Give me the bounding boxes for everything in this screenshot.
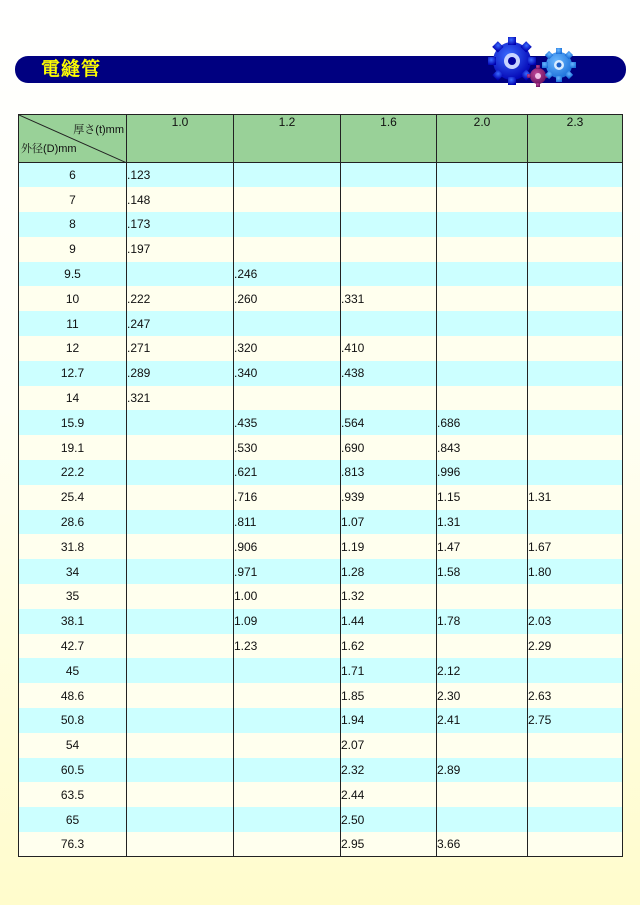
- weight-cell: [437, 634, 528, 659]
- weight-cell: .811: [234, 510, 341, 535]
- weight-cell: .621: [234, 460, 341, 485]
- weight-cell: .906: [234, 534, 341, 559]
- weight-cell: [528, 807, 623, 832]
- outer-diameter-cell: 54: [19, 733, 127, 758]
- weight-cell: 2.03: [528, 609, 623, 634]
- weight-cell: [234, 212, 341, 237]
- weight-cell: [127, 609, 234, 634]
- weight-cell: 2.12: [437, 658, 528, 683]
- weight-cell: .123: [127, 163, 234, 188]
- weight-cell: [127, 782, 234, 807]
- weight-cell: .971: [234, 559, 341, 584]
- outer-diameter-cell: 50.8: [19, 708, 127, 733]
- weight-cell: [127, 832, 234, 857]
- table-row: [19, 584, 623, 609]
- weight-cell: 2.89: [437, 758, 528, 783]
- weight-cell: .340: [234, 361, 341, 386]
- weight-cell: .690: [341, 435, 437, 460]
- weight-cell: [127, 634, 234, 659]
- weight-cell: .247: [127, 311, 234, 336]
- weight-cell: [528, 832, 623, 857]
- weight-cell: .530: [234, 435, 341, 460]
- table-row: [19, 460, 623, 485]
- weight-cell: .271: [127, 336, 234, 361]
- weight-cell: [437, 584, 528, 609]
- weight-cell: [234, 758, 341, 783]
- outer-diameter-cell: 31.8: [19, 534, 127, 559]
- weight-cell: 1.00: [234, 584, 341, 609]
- weight-cell: [528, 286, 623, 311]
- outer-diameter-cell: 28.6: [19, 510, 127, 535]
- table-row: [19, 336, 623, 361]
- weight-cell: [127, 262, 234, 287]
- weight-cell: [528, 212, 623, 237]
- weight-cell: 2.29: [528, 634, 623, 659]
- weight-cell: 1.62: [341, 634, 437, 659]
- weight-cell: .410: [341, 336, 437, 361]
- table-row: [19, 410, 623, 435]
- weight-cell: [341, 187, 437, 212]
- diameter-axis-label: 外径(D)mm: [21, 143, 77, 155]
- weight-cell: 1.32: [341, 584, 437, 609]
- weight-cell: [437, 386, 528, 411]
- weight-cell: [127, 658, 234, 683]
- weight-cell: [528, 782, 623, 807]
- outer-diameter-cell: 12.7: [19, 361, 127, 386]
- outer-diameter-cell: 11: [19, 311, 127, 336]
- thickness-axis-label: 厚さ(t)mm: [73, 124, 124, 136]
- table-row: [19, 485, 623, 510]
- weight-cell: .716: [234, 485, 341, 510]
- weight-cell: [528, 237, 623, 262]
- weight-cell: [234, 733, 341, 758]
- weight-cell: [437, 311, 528, 336]
- weight-cell: .939: [341, 485, 437, 510]
- outer-diameter-cell: 14: [19, 386, 127, 411]
- outer-diameter-cell: 8: [19, 212, 127, 237]
- outer-diameter-cell: 34: [19, 559, 127, 584]
- weight-cell: [234, 237, 341, 262]
- weight-cell: [528, 386, 623, 411]
- weight-cell: [437, 361, 528, 386]
- weight-cell: [528, 460, 623, 485]
- weight-cell: [234, 782, 341, 807]
- weight-cell: .843: [437, 435, 528, 460]
- weight-cell: [528, 187, 623, 212]
- table-header-row: [19, 115, 623, 163]
- table-body: [19, 163, 623, 857]
- weight-cell: 2.95: [341, 832, 437, 857]
- table-row: [19, 311, 623, 336]
- weight-cell: 2.32: [341, 758, 437, 783]
- weight-cell: 1.44: [341, 609, 437, 634]
- weight-cell: [341, 163, 437, 188]
- weight-cell: [234, 311, 341, 336]
- table-row: [19, 163, 623, 188]
- weight-cell: 1.23: [234, 634, 341, 659]
- weight-cell: [234, 386, 341, 411]
- weight-cell: 1.58: [437, 559, 528, 584]
- weight-cell: [437, 782, 528, 807]
- weight-cell: .813: [341, 460, 437, 485]
- weight-cell: [528, 361, 623, 386]
- weight-cell: [234, 807, 341, 832]
- weight-cell: 2.44: [341, 782, 437, 807]
- outer-diameter-cell: 42.7: [19, 634, 127, 659]
- weight-cell: 1.09: [234, 609, 341, 634]
- table-row: [19, 386, 623, 411]
- weight-cell: .331: [341, 286, 437, 311]
- outer-diameter-cell: 7: [19, 187, 127, 212]
- weight-cell: [127, 733, 234, 758]
- outer-diameter-cell: 15.9: [19, 410, 127, 435]
- weight-cell: [341, 311, 437, 336]
- outer-diameter-cell: 76.3: [19, 832, 127, 857]
- weight-cell: [528, 733, 623, 758]
- weight-cell: [528, 311, 623, 336]
- weight-cell: [528, 584, 623, 609]
- weight-cell: 1.78: [437, 609, 528, 634]
- table-row: [19, 435, 623, 460]
- thickness-header: 1.0: [127, 115, 234, 163]
- outer-diameter-cell: 25.4: [19, 485, 127, 510]
- table-row: [19, 510, 623, 535]
- weight-cell: [127, 485, 234, 510]
- weight-cell: 1.94: [341, 708, 437, 733]
- weight-cell: 2.07: [341, 733, 437, 758]
- weight-cell: [341, 237, 437, 262]
- weight-cell: .435: [234, 410, 341, 435]
- weight-cell: [437, 336, 528, 361]
- weight-cell: .996: [437, 460, 528, 485]
- table-row: [19, 212, 623, 237]
- table-row: [19, 361, 623, 386]
- table-row: [19, 559, 623, 584]
- table-row: [19, 534, 623, 559]
- weight-cell: [127, 559, 234, 584]
- weight-cell: [437, 286, 528, 311]
- weight-cell: [127, 683, 234, 708]
- table-row: [19, 807, 623, 832]
- weight-cell: 1.07: [341, 510, 437, 535]
- weight-cell: [437, 163, 528, 188]
- weight-cell: .564: [341, 410, 437, 435]
- weight-cell: [127, 435, 234, 460]
- table-row: [19, 708, 623, 733]
- weight-cell: [528, 510, 623, 535]
- outer-diameter-cell: 63.5: [19, 782, 127, 807]
- outer-diameter-cell: 60.5: [19, 758, 127, 783]
- weight-cell: [437, 187, 528, 212]
- outer-diameter-cell: 9: [19, 237, 127, 262]
- corner-header: [19, 115, 127, 163]
- table-row: [19, 237, 623, 262]
- weight-cell: .246: [234, 262, 341, 287]
- weight-cell: [437, 807, 528, 832]
- weight-cell: [437, 733, 528, 758]
- weight-cell: 1.71: [341, 658, 437, 683]
- outer-diameter-cell: 48.6: [19, 683, 127, 708]
- table-row: [19, 832, 623, 857]
- weight-cell: 1.85: [341, 683, 437, 708]
- weight-cell: [234, 683, 341, 708]
- weight-cell: 2.63: [528, 683, 623, 708]
- weight-cell: [127, 534, 234, 559]
- table-row: [19, 733, 623, 758]
- thickness-header: 2.0: [437, 115, 528, 163]
- table-row: [19, 187, 623, 212]
- weight-cell: [528, 435, 623, 460]
- weight-cell: [341, 386, 437, 411]
- weight-cell: [528, 658, 623, 683]
- weight-cell: [127, 510, 234, 535]
- table-row: [19, 609, 623, 634]
- table-row: [19, 262, 623, 287]
- weight-cell: [127, 758, 234, 783]
- thickness-header: 1.2: [234, 115, 341, 163]
- weight-cell: .148: [127, 187, 234, 212]
- weight-cell: [234, 832, 341, 857]
- thickness-header: 1.6: [341, 115, 437, 163]
- outer-diameter-cell: 10: [19, 286, 127, 311]
- table-row: [19, 286, 623, 311]
- weight-cell: [528, 163, 623, 188]
- page-title: 電縫管: [41, 58, 102, 80]
- table-row: [19, 658, 623, 683]
- weight-cell: .173: [127, 212, 234, 237]
- weight-cell: .260: [234, 286, 341, 311]
- table-row: [19, 782, 623, 807]
- weight-cell: .289: [127, 361, 234, 386]
- weight-cell: .222: [127, 286, 234, 311]
- weight-cell: [234, 658, 341, 683]
- weight-cell: [528, 410, 623, 435]
- table-row: [19, 634, 623, 659]
- weight-cell: [127, 807, 234, 832]
- weight-cell: 1.47: [437, 534, 528, 559]
- weight-cell: [234, 708, 341, 733]
- outer-diameter-cell: 35: [19, 584, 127, 609]
- weight-cell: 2.41: [437, 708, 528, 733]
- weight-cell: [437, 262, 528, 287]
- weight-cell: [341, 212, 437, 237]
- outer-diameter-cell: 22.2: [19, 460, 127, 485]
- weight-cell: 1.28: [341, 559, 437, 584]
- thickness-header: 2.3: [528, 115, 623, 163]
- weight-cell: 1.31: [437, 510, 528, 535]
- weight-cell: 1.31: [528, 485, 623, 510]
- weight-cell: .320: [234, 336, 341, 361]
- gears-icon: [484, 34, 580, 90]
- weight-cell: 1.15: [437, 485, 528, 510]
- weight-cell: 3.66: [437, 832, 528, 857]
- weight-cell: [127, 410, 234, 435]
- weight-cell: [234, 187, 341, 212]
- outer-diameter-cell: 38.1: [19, 609, 127, 634]
- weight-cell: 1.19: [341, 534, 437, 559]
- outer-diameter-cell: 6: [19, 163, 127, 188]
- weight-cell: 1.67: [528, 534, 623, 559]
- weight-cell: .197: [127, 237, 234, 262]
- weight-cell: [127, 460, 234, 485]
- weight-cell: 2.30: [437, 683, 528, 708]
- pipe-weight-table: [18, 114, 623, 857]
- weight-cell: [528, 262, 623, 287]
- outer-diameter-cell: 12: [19, 336, 127, 361]
- weight-cell: [528, 758, 623, 783]
- weight-cell: [437, 237, 528, 262]
- outer-diameter-cell: 9.5: [19, 262, 127, 287]
- weight-cell: .686: [437, 410, 528, 435]
- weight-cell: [234, 163, 341, 188]
- weight-cell: [528, 336, 623, 361]
- outer-diameter-cell: 45: [19, 658, 127, 683]
- weight-cell: 2.75: [528, 708, 623, 733]
- outer-diameter-cell: 19.1: [19, 435, 127, 460]
- weight-cell: 1.80: [528, 559, 623, 584]
- weight-cell: [341, 262, 437, 287]
- weight-cell: [437, 212, 528, 237]
- weight-cell: .438: [341, 361, 437, 386]
- table-row: [19, 758, 623, 783]
- weight-cell: [127, 708, 234, 733]
- outer-diameter-cell: 65: [19, 807, 127, 832]
- weight-cell: 2.50: [341, 807, 437, 832]
- table-row: [19, 683, 623, 708]
- weight-cell: [127, 584, 234, 609]
- weight-cell: .321: [127, 386, 234, 411]
